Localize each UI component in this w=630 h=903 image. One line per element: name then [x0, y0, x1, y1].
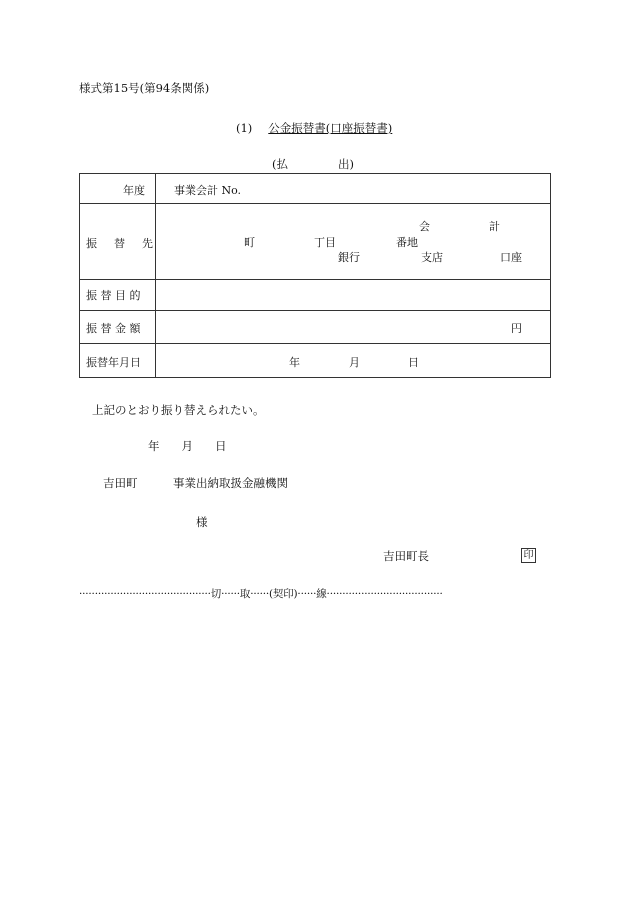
row-divider	[80, 203, 550, 204]
banchi-text: 番地	[396, 236, 418, 249]
issue-date	[148, 438, 249, 454]
transfer-date-month: 月	[349, 356, 360, 369]
transfer-date-day: 日	[408, 356, 419, 369]
seal-stamp: 印	[521, 548, 536, 563]
machi-text: 町	[244, 236, 255, 249]
chome-text: 丁目	[314, 236, 336, 249]
row-divider	[80, 343, 550, 344]
mayor-signature: 吉田町長	[383, 549, 429, 563]
issue-month: 月	[181, 439, 193, 453]
transfer-date-year: 年	[289, 356, 300, 369]
title-text: 公金振替書(口座振替書)	[268, 121, 393, 135]
fiscal-year-label: 年度	[123, 184, 145, 197]
payment-kind	[272, 156, 354, 172]
issue-year: 年	[148, 439, 160, 453]
addressee-town: 吉田町	[103, 476, 138, 490]
request-text: 上記のとおり振り替えられたい。	[92, 403, 265, 417]
purpose-label: 振 替 目 的	[86, 289, 141, 302]
title-number: (1)	[236, 121, 253, 135]
transfer-table	[79, 173, 551, 378]
row-divider	[80, 310, 550, 311]
koza-text: 口座	[500, 251, 522, 264]
transfer-date-label: 振替年月日	[86, 356, 141, 369]
kei-text: 計	[489, 220, 500, 233]
issue-day: 日	[215, 439, 227, 453]
shiten-text: 支店	[421, 251, 443, 264]
addressee-bank: 事業出納取扱金融機関	[173, 476, 288, 490]
kind-open: (払	[272, 157, 288, 171]
honorific: 様	[196, 515, 208, 529]
kind-close: 出)	[338, 157, 354, 171]
column-divider	[155, 174, 156, 377]
form-title	[236, 120, 392, 136]
amount-unit: 円	[511, 322, 522, 335]
destination-label: 振 替 先	[86, 237, 156, 250]
form-number: 様式第15号(第94条関係)	[79, 81, 210, 95]
row-divider	[80, 279, 550, 280]
amount-label: 振 替 金 額	[86, 322, 141, 335]
fiscal-year-value: 事業会計 No.	[174, 184, 242, 197]
ginko-text: 銀行	[338, 251, 360, 264]
kai-text: 会	[419, 220, 430, 233]
cut-line: ··········································切······取······(契印)······線·····································	[79, 588, 443, 600]
